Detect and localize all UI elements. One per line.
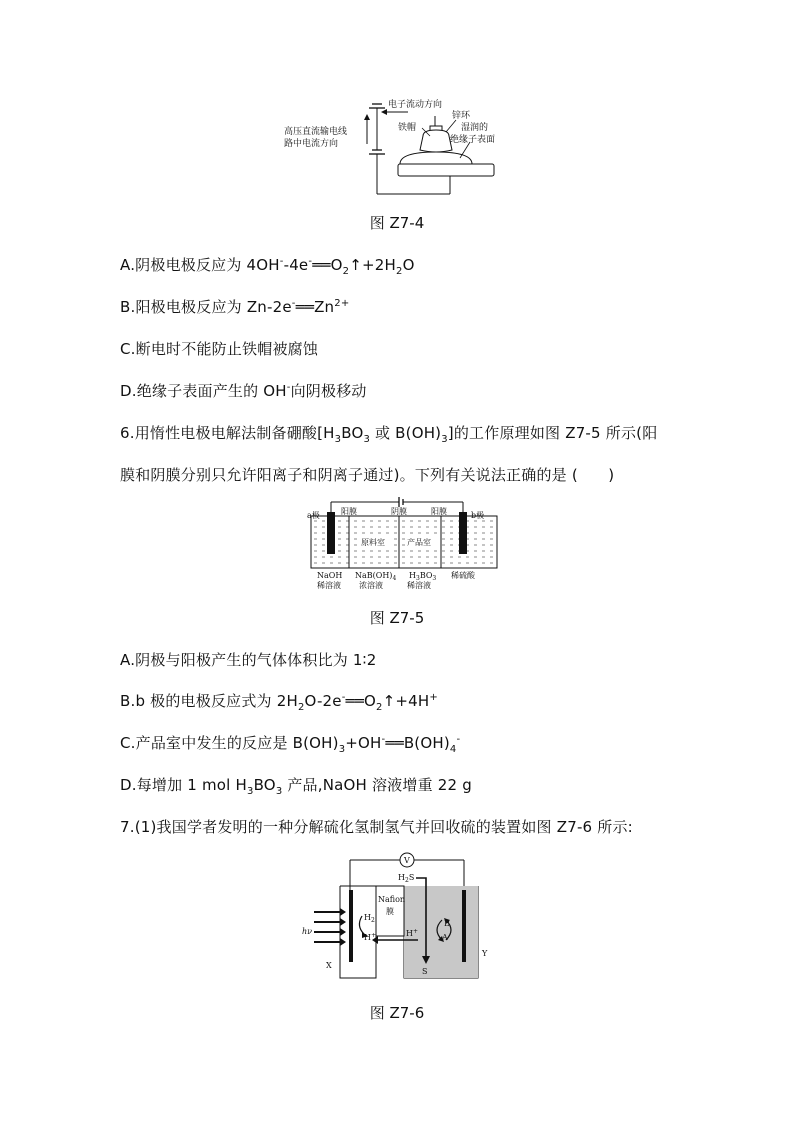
fig5-cation-membrane-2: 阳膜 <box>431 507 447 516</box>
q5-option-c: C.断电时不能防止铁帽被腐蚀 <box>120 340 319 358</box>
fig6-h2: $H_2$ <box>364 913 375 924</box>
fig6-nafion-2: 膜 <box>386 907 394 916</box>
fig6-y: Y <box>482 949 488 958</box>
q6-stem-line-2: 膜和阴膜分别只允许阳离子和阴离子通过)。下列有关说法正确的是 ( ) <box>120 466 615 484</box>
fig5-sol4: 稀硫酸 <box>451 571 475 580</box>
fig6-hv: hν <box>302 927 313 936</box>
figure-z7-4 <box>280 92 520 202</box>
fig5-anion-membrane: 阴膜 <box>391 507 407 516</box>
fig5-caption: 图 Z7-5 <box>369 609 425 627</box>
q5-option-b: B.阳极电极反应为 $Zn-2e^-══Zn^{2+}$ <box>120 298 350 316</box>
fig5-cation-membrane-1: 阳膜 <box>341 507 357 516</box>
q6-option-b: B.b 极的电极反应式为 $2H_2O-2e^-══O_2↑+4H^+$ <box>120 692 438 713</box>
fig6-a: A <box>442 933 448 942</box>
fig6-nafion-1: Nafion <box>378 895 406 904</box>
fig5-sol1-line1: NaOH <box>317 571 343 580</box>
fig5-sol3-line1: $H_3BO_3$ <box>409 571 437 582</box>
fig4-wet-label-1: 湿润的 <box>461 123 489 133</box>
fig5-sol2-line1: $NaB(OH)_4$ <box>355 571 397 582</box>
fig5-sol1-line2: 稀溶液 <box>317 581 341 590</box>
fig6-s: S <box>422 967 428 976</box>
q6-stem-line-1: 6.用惰性电极电解法制备硼酸[$H_3BO_3$ 或 $B(OH)_3$]的工作原理如图 Z7-5 所示(阳 <box>120 424 658 445</box>
fig6-x: X <box>326 961 332 970</box>
figure-z7-6 <box>300 848 500 983</box>
fig4-wet-label-2: 绝缘子表面 <box>450 135 496 145</box>
fig4-iron-cap-label: 铁帽 <box>398 123 417 133</box>
fig4-current-label-2: 路中电流方向 <box>284 139 339 149</box>
q6-option-a: A.阴极与阳极产生的气体体积比为 1∶2 <box>120 651 377 669</box>
fig4-current-label-1: 高压直流输电线 <box>284 127 348 137</box>
q5-option-a: A.阴极电极反应为 $4OH^--4e^-══O_2↑+2H_2O$ <box>120 256 415 277</box>
fig6-hplus-mid: H+ <box>406 928 419 938</box>
q5-option-d: D.绝缘子表面产生的 OH-向阴极移动 <box>120 382 367 400</box>
fig5-sol2-line2: 浓溶液 <box>359 581 383 590</box>
fig5-product-room: 产品室 <box>407 538 431 547</box>
fig6-caption: 图 Z7-6 <box>369 1004 425 1022</box>
fig6-voltmeter: V <box>404 856 410 865</box>
fig5-sol3-line2: 稀溶液 <box>407 581 431 590</box>
fig6-h2s: $H_2S$ <box>398 873 415 884</box>
fig4-zinc-ring-label: 锌环 <box>452 111 471 121</box>
q6-option-c: C.产品室中发生的反应是 $B(OH)_3+OH^-══B(OH)_4^-$ <box>120 734 461 755</box>
fig5-a-pole: a极 <box>307 511 320 520</box>
fig4-caption: 图 Z7-4 <box>369 214 425 232</box>
q7-stem: 7.(1)我国学者发明的一种分解硫化氢制氢气并回收硫的装置如图 Z7-6 所示: <box>120 818 633 836</box>
fig6-hplus-left: H+ <box>364 932 377 942</box>
fig5-b-pole: b极 <box>471 511 485 520</box>
q6-option-d: D.每增加 1 mol $H_3BO_3$ 产品,NaOH 溶液增重 22 g <box>120 776 472 797</box>
fig4-electron-flow-label: 电子流动方向 <box>388 100 443 110</box>
fig6-b: B <box>444 919 450 928</box>
fig5-raw-room: 原料室 <box>361 538 385 547</box>
figure-z7-5 <box>305 494 525 594</box>
